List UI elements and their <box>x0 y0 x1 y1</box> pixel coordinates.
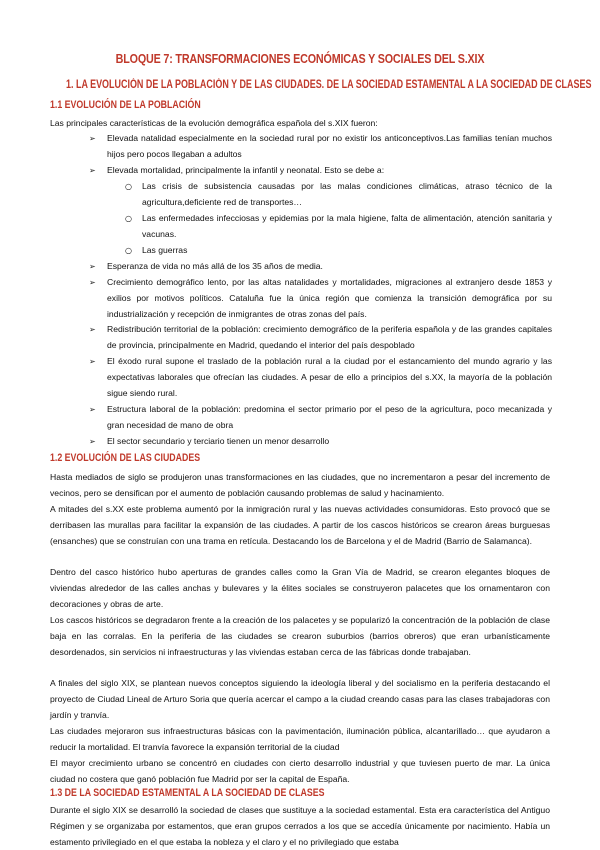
arrow-bullet-icon: ➢ <box>89 357 96 366</box>
paragraph: Dentro del casco histórico hubo aperturas de grandes calles como la Gran Vía de Madrid, se crearon elegantes bloques de viviendas alrededor de las calles anchas y bulevares y la élites sociales se construyeron palacetes que los ornamentaron con decoraciones y obras de arte. <box>50 567 550 609</box>
paragraph: Los cascos históricos se degradaron frente a la creación de los palacetes y se popularizó la concentración de la población de clase baja en las corralas. En la periferia de las ciudades se crearon suburbios (barrios obreros) que eran urbanísticamente desordenados, sin servicios ni infraestructuras y las viviendas estaban cerca de las fábricas donde trabajaban. <box>50 615 550 657</box>
bullet-esperanza: Esperanza de vida no más allá de los 35 años de media. <box>107 261 323 271</box>
paragraph: Las ciudades mejoraron sus infraestructuras básicas con la pavimentación, iluminación pública, alcantarillado… que ayudaron a reducir la mortalidad. El tranvía favorece la expansión territorial de la ciudad <box>50 726 550 752</box>
arrow-bullet-icon: ➢ <box>89 405 96 414</box>
heading-cities: 1.2 EVOLUCIÓN DE LAS CIUDADES <box>50 452 201 464</box>
paragraph: A mitades del s.XX este problema aumentó por la inmigración rural y las nuevas actividades consumidoras. Esto provocó que se derribasen las murallas para facilitar la expansión de las ciudades. A partir de los cascos históricos se crearon áreas burguesas (ensanches) que se construían con una trama en retícula. Destacando los de Barcelona y el de Madrid (Barrio de Salamanca). <box>50 504 550 546</box>
heading-society: 1.3 DE LA SOCIEDAD ESTAMENTAL A LA SOCIEDAD DE CLASES <box>50 787 325 799</box>
intro-paragraph: Las principales características de la evolución demográfica española del s.XIX fueron: <box>50 118 378 128</box>
bullet-natalidad: Elevada natalidad especialmente en la sociedad rural por no existir los anticonceptivos.Las familias tenían muchos hijos pero pocos llegaban a adultos <box>107 133 552 159</box>
circle-bullet-icon: ○ <box>125 214 132 223</box>
paragraph: Durante el siglo XIX se desarrolló la sociedad de clases que sustituye a la sociedad estamental. Esta era característica del Antiguo Régimen y se organizaba por estamentos, que eran grupos cerrados a los que se accedía únicamente por nacimiento. Había un estamento privilegiado en el que estaba la nobleza y el claro y el no privilegiado que estaba <box>50 805 550 847</box>
section-title: 1. LA EVOLUCIÓN DE LA POBLACIÓN Y DE LAS CIUDADES. DE LA SOCIEDAD ESTAMENTAL A LA SOCIEDAD DE CLASES <box>66 79 592 91</box>
bullet-mortalidad: Elevada mortalidad, principalmente la infantil y neonatal. Esto se debe a: <box>107 165 385 175</box>
bullet-estructura: Estructura laboral de la población: predomina el sector primario por el peso de la agricultura, poco mecanizada y gran necesidad de mano de obra <box>107 404 552 430</box>
arrow-bullet-icon: ➢ <box>89 437 96 446</box>
page-title: BLOQUE 7: TRANSFORMACIONES ECONÓMICAS Y SOCIALES DEL S.XIX <box>115 52 485 66</box>
circle-bullet-icon: ○ <box>125 182 132 191</box>
bullet-redistribucion: Redistribución territorial de la población: crecimiento demográfico de la periferia española y de las grandes capitales de provincia, principalmente en Madrid, quedando el interior del país despoblado <box>107 324 552 350</box>
arrow-bullet-icon: ➢ <box>89 325 96 334</box>
arrow-bullet-icon: ➢ <box>89 262 96 271</box>
bullet-crecimiento: Crecimiento demográfico lento, por las altas natalidades y mortalidades, migraciones al extranjero desde 1853 y exilios por motivos políticos. Cataluña fue la única región que comienza la transición demográfica por su industrialización y recepción de inmigrantes de otras zonas del país. <box>107 277 552 319</box>
arrow-bullet-icon: ➢ <box>89 134 96 143</box>
bullet-sectores: El sector secundario y terciario tienen un menor desarrollo <box>107 436 330 446</box>
paragraph: Hasta mediados de siglo se produjeron unas transformaciones en las ciudades, que no incrementaron a pesar del incremento de vecinos, pero se densifican por el aumento de población causando problemas de salud y hacinamiento. <box>50 472 550 498</box>
arrow-bullet-icon: ➢ <box>89 278 96 287</box>
sub-bullet-crisis: Las crisis de subsistencia causadas por las malas condiciones climáticas, atraso técnico de la agricultura,deficiente red de transportes… <box>142 181 552 207</box>
heading-population: 1.1 EVOLUCIÓN DE LA POBLACIÓN <box>50 99 201 111</box>
arrow-bullet-icon: ➢ <box>89 166 96 175</box>
circle-bullet-icon: ○ <box>125 246 132 255</box>
sub-bullet-enfermedades: Las enfermedades infecciosas y epidemias por la mala higiene, falta de alimentación, atención sanitaria y vacunas. <box>142 213 552 239</box>
paragraph: El mayor crecimiento urbano se concentró en ciudades con cierto desarrollo industrial y que tuviesen puerto de mar. La única ciudad no costera que ganó población fue Madrid por ser la capital de España. <box>50 758 550 784</box>
sub-bullet-guerras: Las guerras <box>142 245 188 255</box>
paragraph: A finales del siglo XIX, se plantean nuevos conceptos siguiendo la ideología liberal y del socialismo en la periferia destacando el proyecto de Ciudad Lineal de Arturo Soria que quería acercar el campo a la ciudad creando casas para las clases trabajadoras con jardín y tranvía. <box>50 678 550 720</box>
bullet-exodo: El éxodo rural supone el traslado de la población rural a la ciudad por el estancamiento del mundo agrario y las expectativas laborales que ofrecían las ciudades. A pesar de ello a principios del s.XX, la mayoría de la población sigue siendo rural. <box>107 356 552 398</box>
